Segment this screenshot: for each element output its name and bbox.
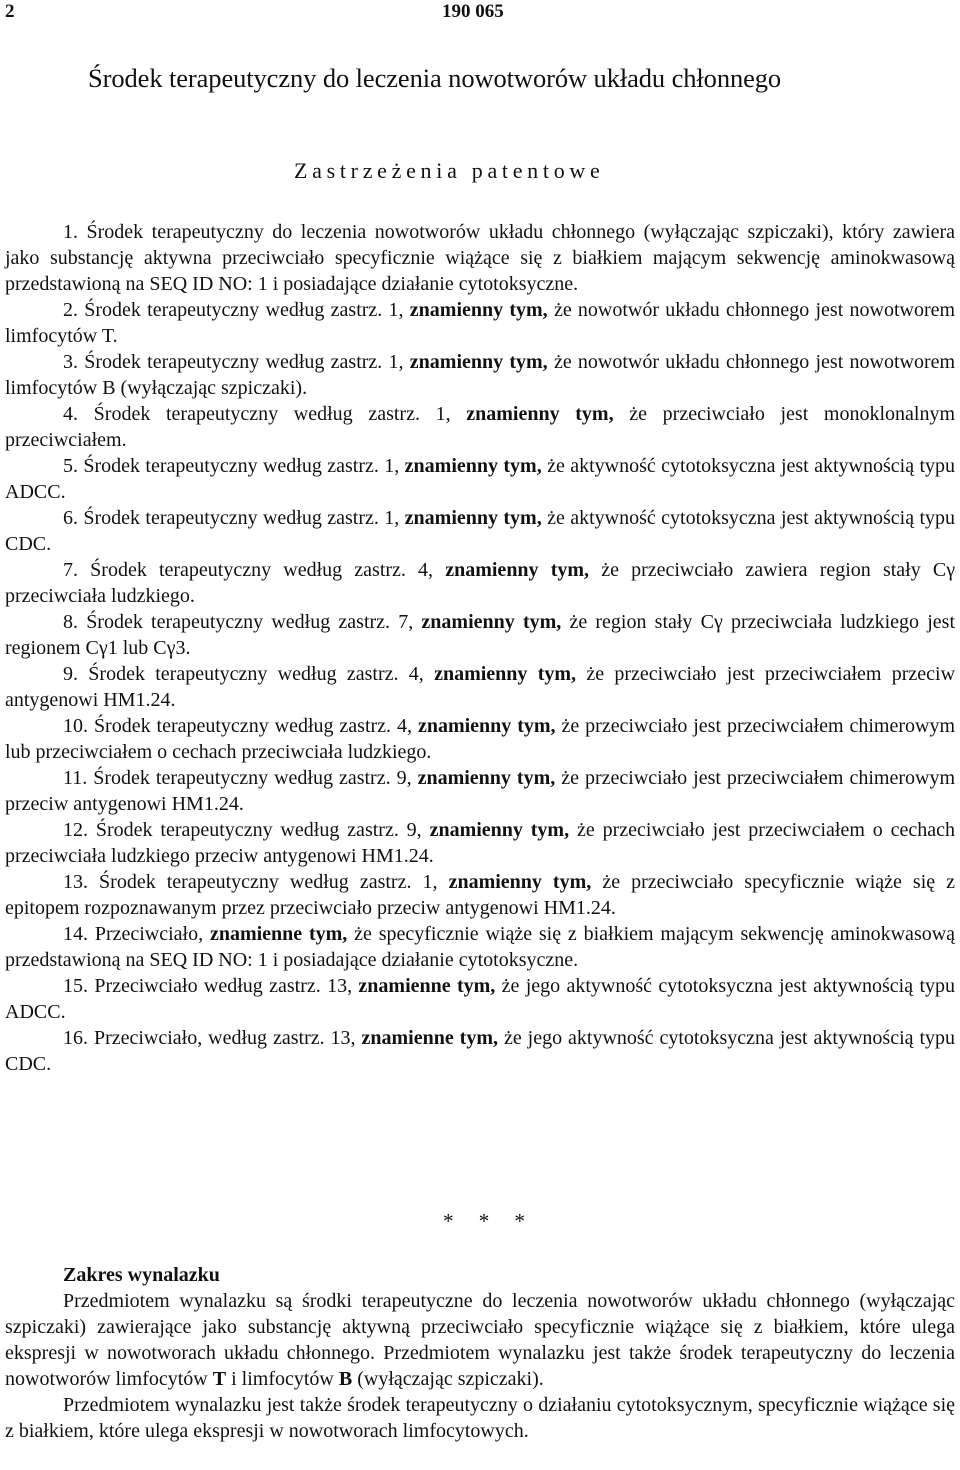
claim-6 [5,505,955,557]
claim-characterizing: znamienny tym, [429,819,570,841]
claim-characterizing: znamienny tym, [434,663,577,685]
claim-text: że aktywność cytotoksyczna jest aktywnością typu ADCC. [5,455,956,503]
claim-characterizing: znamienny tym, [404,455,542,477]
claim-text: że region stały Cγ przeciwciała ludzkiego jest regionem Cγ1 lub Cγ3. [5,611,956,659]
claim-characterizing: znamienny tym, [417,767,556,789]
claim-number: 1. [63,221,78,243]
claim-text: że specyficznie wiąże się z białkiem mającym sekwencję aminokwasową przedstawioną na SEQ ID NO: 1 i posiadające działanie cytotoksyczne. [5,923,956,971]
claim-number: 11. [63,767,88,789]
claim-text: Środek terapeutyczny według zastrz. 7, [86,611,414,633]
claim-text: że przeciwciało jest przeciwciałem chimerowym przeciw antygenowi HM1.24. [5,767,956,815]
claim-characterizing: znamienny tym, [409,351,548,373]
claim-characterizing: znamienny tym, [445,559,590,581]
claim-number: 14. [63,923,88,945]
claim-number: 16. [63,1027,88,1049]
claim-characterizing: znamienny tym, [404,507,542,529]
description-paragraph: Przedmiotem wynalazku jest także środek terapeutyczny o działaniu cytotoksycznym, specyficznie wiążące się z białkiem, które ulega ekspresji w nowotworach limfocytowych. [5,1394,955,1442]
claim-number: 4. [63,403,78,425]
claim-characterizing: znamienny tym, [466,403,614,425]
claim-number: 15. [63,975,88,997]
claim-characterizing: znamienne tym, [361,1027,498,1049]
description-bold: B [338,1368,353,1390]
description-text: Przedmiotem wynalazku są środki terapeutyczne do leczenia nowotworów układu chłonnego (wyłączając szpiczaki) zawierające jako substancję aktywną przeciwciało specyficznie wiążące się z białkiem, które ulega ekspresji w nowotworach układu chłonnego. Przedmiotem wynalazku jest także środek terapeutyczny do leczenia nowotworów limfocytów [5,1290,955,1390]
description-bold: T [212,1368,227,1390]
claim-text: że przeciwciało zawiera region stały Cγ przeciwciała ludzkiego. [5,559,956,607]
claim-2 [5,297,955,349]
claim-13 [5,869,955,921]
page-header [0,0,960,26]
claim-8 [5,609,955,661]
claim-number: 2. [63,299,78,321]
claim-1 [5,219,955,297]
claim-4 [5,401,955,453]
claim-characterizing: znamienny tym, [421,611,562,633]
claim-characterizing: znamienne tym, [209,923,348,945]
claim-text: że jego aktywność cytotoksyczna jest aktywnością typu ADCC. [5,975,956,1023]
claim-text: że przeciwciało jest monoklonalnym przeciwciałem. [5,403,956,451]
claim-text: że nowotwór układu chłonnego jest nowotworem limfocytów B (wyłączając szpiczaki). [5,351,956,399]
claim-characterizing: znamienne tym, [358,975,496,997]
claim-text: Środek terapeutyczny według zastrz. 9, [93,767,412,789]
claim-number: 7. [63,559,78,581]
claim-characterizing: znamienny tym, [417,715,556,737]
section-separator: * * * [443,1209,535,1233]
claim-number: 13. [63,871,88,893]
claim-number: 12. [63,819,88,841]
claim-text: Środek terapeutyczny według zastrz. 1, [99,871,438,893]
claim-text: Środek terapeutyczny według zastrz. 1, [83,507,400,529]
claim-text: że jego aktywność cytotoksyczna jest aktywnością typu CDC. [5,1027,956,1075]
description-heading: Zakres wynalazku [63,1264,220,1286]
claim-text: Środek terapeutyczny według zastrz. 4, [93,715,412,737]
claims-list [5,219,955,1077]
claims-heading: Zastrzeżenia patentowe [294,158,605,183]
claim-characterizing: znamienny tym, [409,299,548,321]
document-title: Środek terapeutyczny do leczenia nowotworów układu chłonnego [88,63,782,93]
description-paragraph [5,1288,955,1392]
claim-12 [5,817,955,869]
claim-11 [5,765,955,817]
claim-15 [5,973,955,1025]
claim-14 [5,921,955,973]
claim-number: 8. [63,611,78,633]
claim-number: 6. [63,507,78,529]
claim-number: 10. [63,715,88,737]
claim-text: Środek terapeutyczny według zastrz. 4, [90,559,434,581]
claim-number: 9. [63,663,78,685]
claim-number: 3. [63,351,78,373]
claim-number: 5. [63,455,78,477]
claim-text: Środek terapeutyczny według zastrz. 1, [84,299,404,321]
claim-text: Przeciwciało według zastrz. 13, [94,975,353,997]
description-section [5,1262,955,1444]
claim-text: że przeciwciało jest przeciwciałem przeciw antygenowi HM1.24. [5,663,956,711]
claim-text: że przeciwciało jest przeciwciałem chimerowym lub przeciwciałem o cechach przeciwciała ludzkiego. [5,715,956,763]
claim-text: że przeciwciało specyficznie wiąże się z epitopem rozpoznawanym przez przeciwciało przeciw antygenowi HM1.24. [5,871,956,919]
claim-text: Przeciwciało, według zastrz. 13, [93,1027,356,1049]
claim-text: Środek terapeutyczny do leczenia nowotworów układu chłonnego (wyłączając szpiczaki), który zawiera jako substancję aktywna przeciwciało specyficznie wiążące się z białkiem mającym sekwencję aminokwasową przedstawioną na SEQ ID NO: 1 i posiadające działanie cytotoksyczne. [5,221,955,295]
claim-characterizing: znamienny tym, [448,871,592,893]
claim-text: że przeciwciało jest przeciwciałem o cechach przeciwciała ludzkiego przeciw antygenowi HM1.24. [5,819,956,867]
claim-text: Środek terapeutyczny według zastrz. 9, [95,819,422,841]
description-text: (wyłączając szpiczaki). [357,1368,544,1390]
page-number: 2 [5,1,15,22]
document-number: 190 065 [442,1,504,22]
claim-10 [5,713,955,765]
claim-7 [5,557,955,609]
description-text: i limfocytów [231,1368,334,1390]
claim-text: Środek terapeutyczny według zastrz. 1, [93,403,451,425]
claim-text: Środek terapeutyczny według zastrz. 1, [84,351,404,373]
claim-5 [5,453,955,505]
claim-text: że aktywność cytotoksyczna jest aktywnością typu CDC. [5,507,956,555]
claim-text: Środek terapeutyczny według zastrz. 1, [83,455,400,477]
claim-text: Przeciwciało, [94,923,204,945]
claim-16 [5,1025,955,1077]
claim-3 [5,349,955,401]
claim-text: Środek terapeutyczny według zastrz. 4, [88,663,424,685]
claim-text: że nowotwór układu chłonnego jest nowotworem limfocytów T. [5,299,956,347]
claim-9 [5,661,955,713]
